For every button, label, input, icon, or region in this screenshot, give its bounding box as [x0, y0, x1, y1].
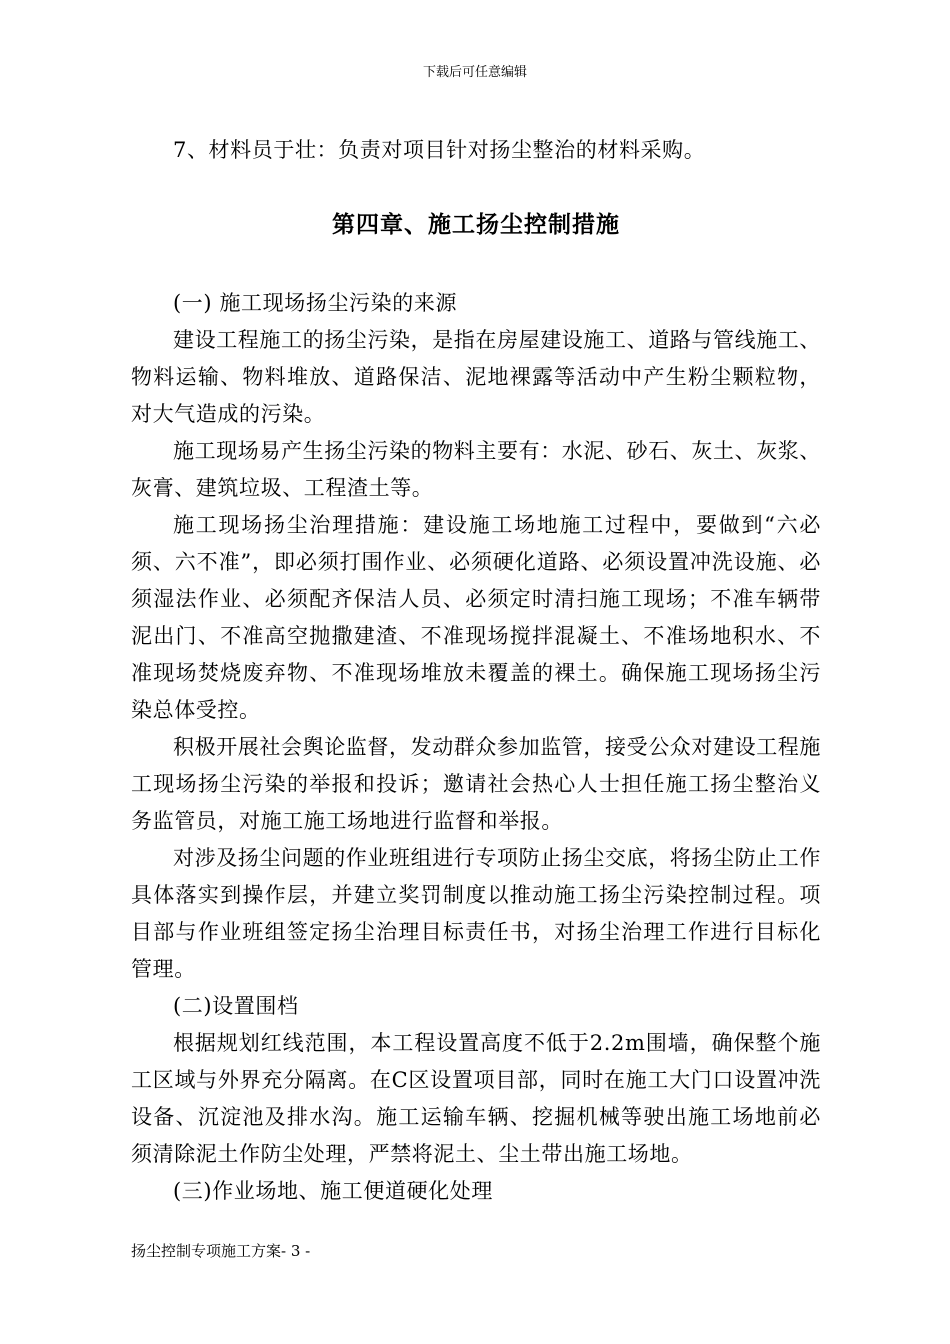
document-body: [131, 132, 821, 1210]
page-header: 下载后可任意编辑: [422, 65, 527, 80]
list-item-7: 7、材料员于壮：负责对项目针对扬尘整治的材料采购。: [173, 138, 706, 162]
section-heading-3: (三)作业场地、施工便道硬化处理: [173, 1179, 493, 1203]
section-heading-1: (一) 施工现场扬尘污染的来源: [173, 291, 458, 315]
paragraph: 积极开展社会舆论监督，发动群众参加监管，接受公众对建设工程施工现场扬尘污染的举报和投诉；邀请社会热心人士担任施工扬尘整治义务监管员，对施工施工场地进行监督和举报。: [131, 735, 821, 833]
paragraph: 施工现场扬尘治理措施：建设施工场地施工过程中，要做到“六必须、六不准”，即必须打围作业、必须硬化道路、必须设置冲洗设施、必须湿法作业、必须配齐保洁人员、必须定时清扫施工现场；不准车辆带泥出门、不准高空抛撒建渣、不准现场搅拌混凝土、不准场地积水、不准现场焚烧废弃物、不准现场堆放未覆盖的裸土。确保施工现场扬尘污染总体受控。: [131, 513, 821, 722]
page-footer: 扬尘控制专项施工方案- 3 -: [131, 1242, 311, 1260]
section-heading-2: (二)设置围档: [173, 994, 299, 1018]
paragraph: 施工现场易产生扬尘污染的物料主要有：水泥、砂石、灰土、灰浆、灰膏、建筑垃圾、工程渣土等。: [131, 439, 821, 500]
paragraph: 建设工程施工的扬尘污染，是指在房屋建设施工、道路与管线施工、物料运输、物料堆放、道路保洁、泥地裸露等活动中产生粉尘颗粒物，对大气造成的污染。: [131, 328, 821, 426]
chapter-title: 第四章、施工扬尘控制措施: [332, 212, 620, 238]
paragraph: 根据规划红线范围，本工程设置高度不低于2.2m围墙，确保整个施工区域与外界充分隔离。在C区设置项目部，同时在施工大门口设置冲洗设备、沉淀池及排水沟。施工运输车辆、挖掘机械等驶出施工场地前必须清除泥土作防尘处理，严禁将泥土、尘土带出施工场地。: [131, 1031, 821, 1166]
paragraph: 对涉及扬尘问题的作业班组进行专项防止扬尘交底，将扬尘防止工作具体落实到操作层，并建立奖罚制度以推动施工扬尘污染控制过程。项目部与作业班组签定扬尘治理目标责任书，对扬尘治理工作进行目标化管理。: [131, 846, 821, 981]
